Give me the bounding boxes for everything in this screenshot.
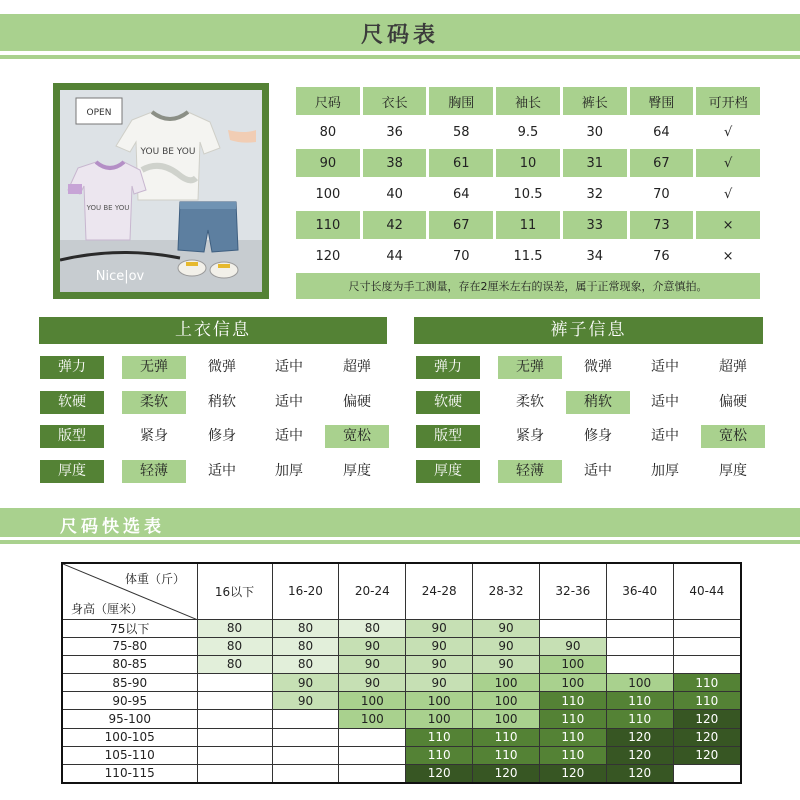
size-table-header-cell: 尺码 [296,87,360,115]
size-table-cell: 70 [630,180,694,208]
quick-select-underline [0,540,800,544]
size-table-cell: 30 [563,118,627,146]
quick-corner-height: 身高（厘米） [71,602,144,616]
info-option: 厚度 [343,463,371,479]
quick-size-cell: 120 [673,746,741,764]
quick-height-cell: 105-110 [62,746,197,764]
pants-info-row [416,391,764,414]
quick-size-cell [673,619,741,637]
quick-size-cell [673,655,741,673]
info-label: 弹力 [40,356,104,379]
size-table-cell: 100 [296,180,360,208]
quick-size-cell: 110 [473,746,540,764]
quick-size-cell: 110 [673,674,741,692]
quick-size-cell: 80 [272,619,339,637]
info-option: 宽松 [701,425,765,448]
quick-size-cell [272,746,339,764]
size-table-header-cell: 裤长 [563,87,627,115]
quick-size-cell: 80 [197,655,272,673]
quick-size-cell [606,655,673,673]
quick-size-cell: 120 [673,710,741,728]
quick-size-cell: 100 [606,674,673,692]
size-table-header-cell: 臀围 [630,87,694,115]
quick-size-cell: 90 [339,655,406,673]
quick-weight-header: 16以下 [197,563,272,619]
size-table-cell: 64 [630,118,694,146]
size-table-row [296,118,760,146]
quick-size-cell: 100 [339,710,406,728]
size-table-cell: × [696,242,760,270]
quick-size-cell [539,619,606,637]
quick-height-cell: 80-85 [62,655,197,673]
info-label: 软硬 [40,391,104,414]
size-table-row [296,242,760,270]
size-table-note-row [296,273,760,299]
size-table-cell: 67 [429,211,493,239]
size-table-header-cell: 胸围 [429,87,493,115]
quick-height-cell: 90-95 [62,692,197,710]
quick-size-cell: 120 [673,728,741,746]
size-table-cell: 11 [496,211,560,239]
quick-size-cell: 110 [406,746,473,764]
quick-size-cell [197,746,272,764]
shirt-text-2: YOU BE YOU [86,204,130,212]
size-table-header-cell: 衣长 [363,87,427,115]
quick-size-cell: 100 [339,692,406,710]
pants-info-row [416,460,764,483]
info-option: 偏硬 [343,394,371,410]
quick-weight-header: 40-44 [673,563,741,619]
size-table-cell: 90 [296,149,360,177]
top-info-row [40,425,388,448]
quick-size-cell [339,728,406,746]
quick-row [62,765,741,783]
info-label: 弹力 [416,356,480,379]
pants-info-row [416,425,764,448]
product-photo-inner [60,90,262,292]
quick-height-cell: 110-115 [62,765,197,783]
quick-height-cell: 95-100 [62,710,197,728]
quick-size-cell: 90 [339,637,406,655]
quick-size-cell [197,728,272,746]
sign-text: OPEN [86,108,112,118]
size-table-cell: 67 [630,149,694,177]
quick-size-cell: 110 [606,692,673,710]
info-option: 微弹 [208,359,236,375]
quick-size-cell: 90 [473,655,540,673]
quick-size-cell [197,765,272,783]
quick-size-cell [197,674,272,692]
size-table-cell: 120 [296,242,360,270]
quick-size-cell [673,637,741,655]
info-option: 超弹 [343,359,371,375]
size-table-cell: 10.5 [496,180,560,208]
size-table-cell: √ [696,180,760,208]
size-table-cell: 38 [363,149,427,177]
info-option: 超弹 [719,359,747,375]
quick-row [62,710,741,728]
size-table-cell: 76 [630,242,694,270]
product-photo [53,83,269,299]
size-table-cell: × [696,211,760,239]
quick-weight-header: 36-40 [606,563,673,619]
quick-size-cell: 80 [197,637,272,655]
size-table-cell: 10 [496,149,560,177]
info-option: 适中 [275,394,303,410]
info-option: 加厚 [275,463,303,479]
quick-size-cell [272,765,339,783]
quick-size-cell: 80 [339,619,406,637]
quick-weight-header: 24-28 [406,563,473,619]
info-option: 适中 [651,428,679,444]
quick-size-cell: 120 [606,765,673,783]
info-option: 紧身 [140,428,168,444]
quick-size-cell: 120 [606,728,673,746]
info-option: 加厚 [651,463,679,479]
quick-size-cell: 90 [539,637,606,655]
info-option: 紧身 [516,428,544,444]
quick-size-cell: 90 [473,637,540,655]
quick-size-cell: 90 [272,674,339,692]
quick-row [62,655,741,673]
quick-size-cell: 100 [539,655,606,673]
top-info-row [40,356,388,379]
info-option: 轻薄 [498,460,562,483]
quick-weight-header: 28-32 [473,563,540,619]
size-table-note: 尺寸长度为手工测量，存在2厘米左右的误差，属于正常现象，介意慎拍。 [296,273,760,299]
quick-weight-header: 16-20 [272,563,339,619]
quick-height-cell: 75-80 [62,637,197,655]
quick-select-table [61,562,742,784]
size-table-cell: 34 [563,242,627,270]
info-option: 柔软 [516,394,544,410]
size-table-header-cell: 可开档 [696,87,760,115]
size-table-cell: 9.5 [496,118,560,146]
quick-weight-header: 32-36 [539,563,606,619]
quick-size-cell: 90 [339,674,406,692]
info-option: 适中 [275,359,303,375]
quick-size-cell [673,765,741,783]
shirt-text-1: YOU BE YOU [140,147,196,157]
info-label: 厚度 [40,460,104,483]
quick-size-cell: 90 [406,619,473,637]
quick-size-cell [606,619,673,637]
size-table-cell: 44 [363,242,427,270]
info-option: 适中 [275,428,303,444]
quick-size-cell: 110 [539,710,606,728]
quick-size-cell [339,746,406,764]
info-option: 无弹 [498,356,562,379]
top-info-row [40,391,388,414]
quick-height-cell: 85-90 [62,674,197,692]
quick-row [62,674,741,692]
quick-size-cell: 110 [673,692,741,710]
size-table-cell: 36 [363,118,427,146]
info-label: 软硬 [416,391,480,414]
size-table-cell: 64 [429,180,493,208]
top-info-title: 上衣信息 [39,317,387,344]
quick-size-cell: 120 [606,746,673,764]
size-table-cell: 70 [429,242,493,270]
quick-size-cell [272,710,339,728]
size-table-row [296,149,760,177]
quick-size-cell: 110 [539,746,606,764]
quick-size-cell [197,692,272,710]
info-option: 稍软 [208,394,236,410]
info-option: 适中 [651,394,679,410]
quick-size-cell: 110 [539,728,606,746]
quick-select-title: 尺码快选表 [60,517,165,537]
size-table-cell: 33 [563,211,627,239]
quick-weight-header: 20-24 [339,563,406,619]
info-option: 无弹 [122,356,186,379]
quick-size-cell [197,710,272,728]
info-option: 适中 [651,359,679,375]
size-table-header-row [296,87,760,115]
quick-size-cell: 100 [406,692,473,710]
info-label: 版型 [40,425,104,448]
info-option: 柔软 [122,391,186,414]
quick-size-cell: 80 [272,637,339,655]
info-option: 偏硬 [719,394,747,410]
quick-size-cell: 100 [473,710,540,728]
product-illustration [60,90,262,292]
quick-size-cell: 100 [473,692,540,710]
quick-size-cell: 120 [406,765,473,783]
info-option: 适中 [584,463,612,479]
info-option: 微弹 [584,359,612,375]
quick-size-cell [606,637,673,655]
info-option: 修身 [208,428,236,444]
quick-size-cell: 110 [606,710,673,728]
size-table-row [296,180,760,208]
size-table-cell: √ [696,118,760,146]
quick-corner-weight: 体重（斤） [125,572,186,586]
quick-size-cell: 80 [272,655,339,673]
info-option: 宽松 [325,425,389,448]
size-table-header-cell: 袖长 [496,87,560,115]
quick-size-cell: 90 [406,674,473,692]
quick-size-cell: 110 [473,728,540,746]
quick-size-cell: 120 [473,765,540,783]
quick-size-cell: 90 [272,692,339,710]
pants-info-row [416,356,764,379]
info-option: 厚度 [719,463,747,479]
size-table-cell: 42 [363,211,427,239]
quick-row [62,637,741,655]
size-table-cell: 58 [429,118,493,146]
size-table [293,84,763,302]
quick-row [62,746,741,764]
page-title: 尺码表 [360,23,439,48]
quick-size-cell: 110 [406,728,473,746]
size-table-cell: 110 [296,211,360,239]
quick-size-cell: 90 [406,637,473,655]
size-table-cell: 40 [363,180,427,208]
quick-row [62,619,741,637]
info-option: 稍软 [566,391,630,414]
quick-header-row [62,563,741,619]
quick-size-cell: 90 [473,619,540,637]
size-table-cell: 61 [429,149,493,177]
info-option: 修身 [584,428,612,444]
quick-size-cell: 110 [539,692,606,710]
size-table-row [296,211,760,239]
quick-size-cell: 80 [197,619,272,637]
quick-size-cell: 100 [539,674,606,692]
quick-size-cell [339,765,406,783]
size-table-cell: 73 [630,211,694,239]
quick-row [62,728,741,746]
quick-size-cell: 100 [406,710,473,728]
quick-row [62,692,741,710]
top-info-row [40,460,388,483]
quick-corner-cell [62,563,197,619]
quick-size-cell: 100 [473,674,540,692]
size-table-cell: 32 [563,180,627,208]
size-table-cell: 31 [563,149,627,177]
info-option: 适中 [208,463,236,479]
pants-info-title: 裤子信息 [414,317,763,344]
size-table-cell: √ [696,149,760,177]
quick-size-cell [272,728,339,746]
size-table-cell: 80 [296,118,360,146]
size-table-cell: 11.5 [496,242,560,270]
header-underline [0,55,800,59]
mat-text: Nice|ov [95,269,145,284]
quick-height-cell: 75以下 [62,619,197,637]
info-label: 厚度 [416,460,480,483]
info-label: 版型 [416,425,480,448]
quick-size-cell: 120 [539,765,606,783]
quick-height-cell: 100-105 [62,728,197,746]
info-option: 轻薄 [122,460,186,483]
quick-size-cell: 90 [406,655,473,673]
